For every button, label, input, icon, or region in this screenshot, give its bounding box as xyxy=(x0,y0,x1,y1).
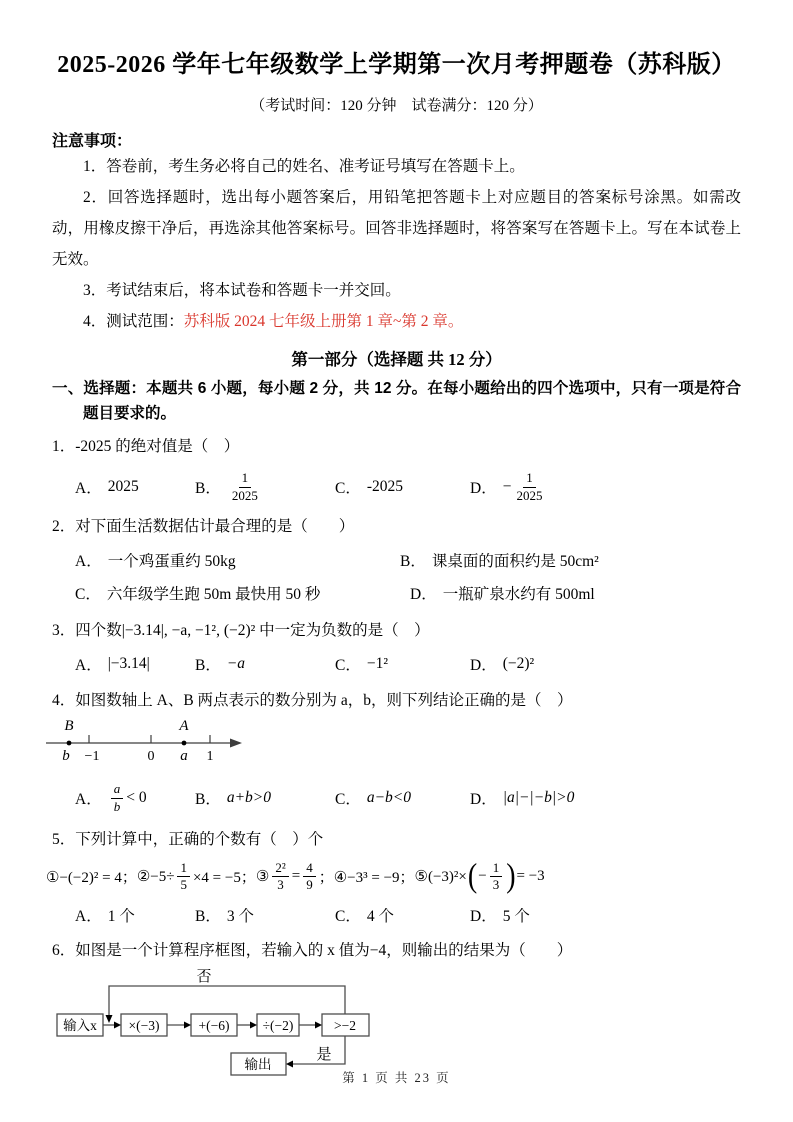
option-text: 一瓶矿泉水约有 500ml xyxy=(442,586,595,603)
option-text: 5 个 xyxy=(502,907,530,925)
question-4 xyxy=(52,689,741,816)
option-label: B． xyxy=(195,907,221,925)
option-text: 课桌面的面积约是 50cm² xyxy=(431,553,599,570)
option-label: C． xyxy=(335,791,361,808)
q2-option-d xyxy=(410,582,741,604)
option-text: (−2)² xyxy=(502,655,535,672)
q1-option-c xyxy=(335,476,470,498)
question-2 xyxy=(52,515,741,605)
notice-item-4 xyxy=(52,306,741,337)
option-label: A． xyxy=(75,907,102,925)
option-text: −1² xyxy=(366,655,388,672)
option-label: A． xyxy=(75,657,102,674)
option-text: 一个鸡蛋重约 50kg xyxy=(107,553,236,570)
connector-arrowhead xyxy=(250,1021,257,1028)
fraction-denominator: 3 xyxy=(277,877,284,893)
notice-item-2: 2．回答选择题时，选出每小题答案后，用铅笔把答题卡上对应题目的答案标号涂黑。如需改动，用橡皮擦干净后，再选涂其他答案标号。回答非选择题时，将答案写在答题卡上。写在本试卷上无效。 xyxy=(52,189,741,268)
output-box-label: 输出 xyxy=(244,1056,272,1072)
q4-option-a xyxy=(75,781,195,815)
connector-arrowhead xyxy=(114,1021,121,1028)
option-text: 4 个 xyxy=(366,907,394,925)
q2-options-row2 xyxy=(52,581,741,605)
page-number-footer: 第 1 页 共 23 页 xyxy=(342,1071,451,1085)
option-text: 六年级学生跑 50m 最快用 50 秒 xyxy=(106,586,321,603)
q2-options-row1 xyxy=(52,548,741,572)
q1-option-a xyxy=(75,476,195,498)
option-text: −a xyxy=(226,655,246,672)
option-label: C． xyxy=(335,480,361,497)
section1-instruction: 一、选择题：本题共 6 小题，每小题 2 分，共 12 分。在每小题给出的四个选项中，只有一项是符合题目要求的。 xyxy=(52,380,741,422)
q2-stem: 2．对下面生活数据估计最合理的是（ ） xyxy=(52,518,355,535)
axis-arrowhead xyxy=(230,739,242,748)
option-text: 3 个 xyxy=(226,907,254,925)
expression-5-suffix: = −3 xyxy=(516,868,545,885)
q1-option-b xyxy=(195,468,335,506)
fraction-numerator: 4 xyxy=(303,860,316,877)
q3-options xyxy=(52,652,741,676)
minus-sign: − xyxy=(502,478,512,495)
q4-options xyxy=(52,780,741,816)
question-1 xyxy=(52,435,741,506)
number-line-figure xyxy=(44,717,254,771)
option-text: |−3.14| xyxy=(107,655,150,672)
expression-1: ①−(−2)² = 4； xyxy=(46,870,137,887)
tick-neg1-label: −1 xyxy=(84,749,100,764)
value-a-label: a xyxy=(180,748,188,764)
fraction-numerator: a xyxy=(111,781,124,798)
expression-3-prefix: ③ xyxy=(255,869,270,886)
option-label: A． xyxy=(75,480,102,497)
option-text: -2025 xyxy=(366,478,404,495)
fraction-numerator: 1 xyxy=(490,860,503,877)
input-box-label: 输入x xyxy=(63,1017,97,1033)
q3-option-a xyxy=(75,653,195,675)
option-label: D． xyxy=(410,586,437,603)
option-text: < 0 xyxy=(126,789,147,806)
condition-box-label: >−2 xyxy=(334,1017,356,1033)
step2-box-label: +(−6) xyxy=(198,1017,230,1033)
fraction-denominator: 3 xyxy=(492,877,500,893)
option-label: D． xyxy=(470,480,497,497)
expression-4: ④−3³ = −9； xyxy=(333,870,415,887)
left-paren: ( xyxy=(467,857,478,895)
option-label: B． xyxy=(400,553,426,570)
option-label: A． xyxy=(75,553,102,570)
q5-expressions xyxy=(46,857,741,895)
q4-stem: 4．如图数轴上 A、B 两点表示的数分别为 a，b，则下列结论正确的是（ ） xyxy=(52,692,573,709)
fraction xyxy=(111,781,124,815)
q3-option-c xyxy=(335,653,470,675)
expression-3-suffix: ； xyxy=(318,870,334,887)
q4-option-c xyxy=(335,787,470,809)
no-branch-arrowhead xyxy=(106,1015,113,1023)
question-3 xyxy=(52,619,741,676)
point-B-label: B xyxy=(64,718,74,734)
option-text: a+b>0 xyxy=(226,789,272,806)
tick-zero-label: 0 xyxy=(147,749,155,764)
option-label: C． xyxy=(335,657,361,674)
q3-stem: 3．四个数|−3.14|, −a, −1², (−2)² 中一定为负数的是（ ） xyxy=(52,622,430,639)
option-text: 2025 xyxy=(107,478,139,495)
option-text: a−b<0 xyxy=(366,789,412,806)
q2-option-b xyxy=(400,549,741,571)
right-paren: ) xyxy=(506,857,516,895)
q2-option-a xyxy=(75,549,400,571)
fraction-numerator: 1 xyxy=(239,470,252,487)
q5-option-a xyxy=(75,904,195,926)
exam-info-line: （考试时间：120 分钟 试卷满分：120 分） xyxy=(250,98,543,114)
option-label: B． xyxy=(195,480,221,497)
q5-option-b xyxy=(195,904,335,926)
q5-stem: 5．下列计算中，正确的个数有（ ）个 xyxy=(52,831,324,848)
point-A-dot xyxy=(182,741,187,746)
q4-option-b xyxy=(195,787,335,809)
fraction-denominator: 2025 xyxy=(516,487,543,503)
option-text: 1 个 xyxy=(107,907,135,925)
q3-option-d xyxy=(470,653,741,675)
fraction-numerator: 1 xyxy=(177,860,190,877)
value-b-label: b xyxy=(62,748,70,764)
q4-option-d xyxy=(470,787,741,809)
fraction xyxy=(490,860,503,894)
expression-5-prefix: ⑤(−3)²× xyxy=(414,869,467,886)
question-5 xyxy=(46,828,741,927)
no-branch-line xyxy=(109,986,345,1016)
fraction-numerator: 2² xyxy=(272,860,288,877)
fraction-denominator: b xyxy=(113,798,121,814)
option-label: A． xyxy=(75,791,102,808)
fraction xyxy=(177,860,190,894)
option-text: |a|−|−b|>0 xyxy=(502,789,575,806)
option-label: D． xyxy=(470,657,497,674)
q5-option-d xyxy=(470,904,741,926)
option-label: B． xyxy=(195,657,221,674)
point-B-dot xyxy=(67,741,72,746)
notice-item-3: 3．考试结束后，将本试卷和答题卡一并交回。 xyxy=(83,282,401,299)
step1-box-label: ×(−3) xyxy=(128,1017,160,1033)
part1-heading: 第一部分（选择题 共 12 分） xyxy=(291,350,502,369)
fraction-denominator: 9 xyxy=(306,877,313,893)
equals-sign: = xyxy=(291,868,301,885)
notices-heading: 注意事项： xyxy=(52,133,133,150)
option-label: C． xyxy=(335,907,361,925)
minus-sign: − xyxy=(478,868,487,885)
q3-option-b xyxy=(195,653,335,675)
q5-option-c xyxy=(335,904,470,926)
step3-box-label: ÷(−2) xyxy=(262,1017,294,1033)
fraction-denominator: 2025 xyxy=(231,487,258,503)
tick-one-label: 1 xyxy=(206,749,214,764)
fraction-denominator: 5 xyxy=(180,877,187,893)
fraction xyxy=(230,470,260,504)
notice-item-1: 1．答卷前，考生务必将自己的姓名、准考证号填写在答题卡上。 xyxy=(83,158,525,175)
page-title: 2025-2026 学年七年级数学上学期第一次月考押题卷（苏科版） xyxy=(57,52,736,78)
q1-stem: 1．-2025 的绝对值是（ ） xyxy=(52,438,240,455)
fraction-numerator: 1 xyxy=(523,470,536,487)
notices-section xyxy=(52,128,741,337)
q5-options xyxy=(52,903,741,927)
fraction xyxy=(303,860,316,894)
option-label: C． xyxy=(75,586,101,603)
point-A-label: A xyxy=(179,718,189,734)
expression-2-prefix: ②−5÷ xyxy=(136,869,175,886)
option-label: D． xyxy=(470,791,497,808)
option-label: D． xyxy=(470,907,497,925)
option-label: B． xyxy=(195,791,221,808)
notice-item-4-label: 4．测试范围： xyxy=(83,313,184,330)
connector-arrowhead xyxy=(315,1021,322,1028)
fraction xyxy=(272,860,288,894)
q1-options xyxy=(52,468,741,506)
q6-stem: 6．如图是一个计算程序框图，若输入的 x 值为−4，则输出的结果为（ ） xyxy=(52,941,573,959)
notice-item-4-test-range: 苏科版 2024 七年级上册第 1 章~第 2 章。 xyxy=(183,313,464,330)
expression-2-suffix: ×4 = −5； xyxy=(192,870,256,887)
yes-branch-arrowhead xyxy=(286,1060,293,1067)
connector-arrowhead xyxy=(184,1021,191,1028)
fraction xyxy=(514,470,544,504)
yes-label: 是 xyxy=(316,1046,332,1063)
q1-option-d xyxy=(470,468,741,506)
no-label: 否 xyxy=(196,968,212,985)
q2-option-c xyxy=(75,582,410,604)
